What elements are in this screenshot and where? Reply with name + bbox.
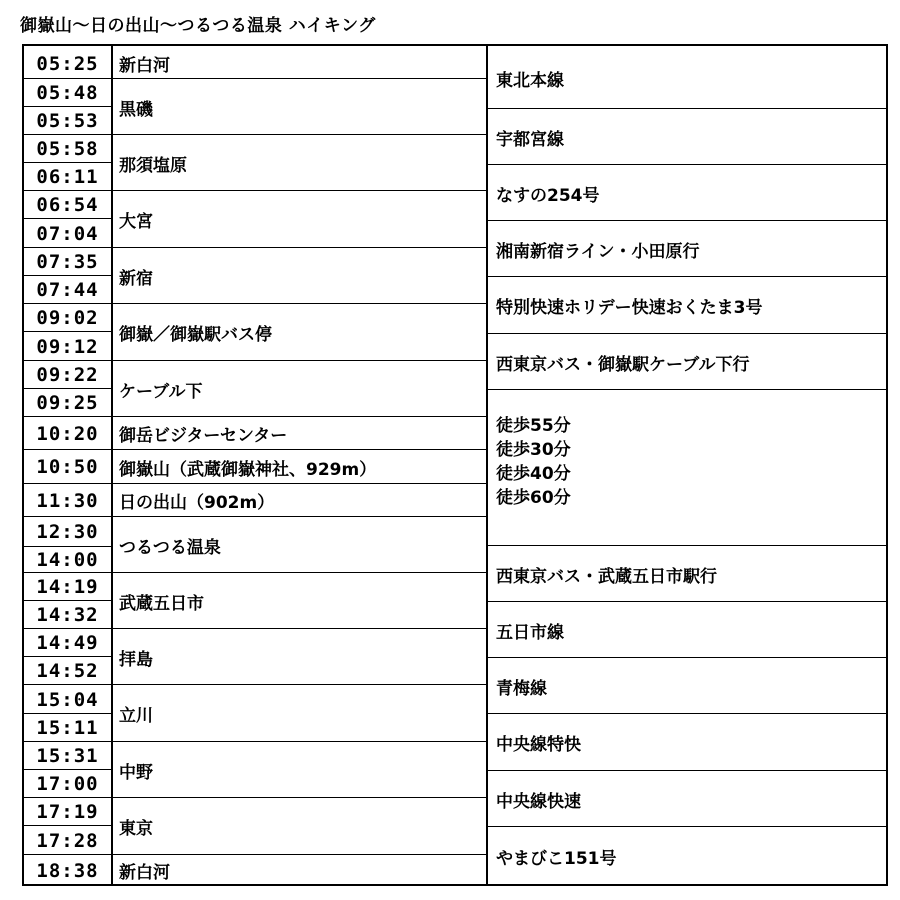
station-cell: 大宮 bbox=[119, 212, 153, 232]
row-divider bbox=[24, 854, 111, 855]
station-cell: 中野 bbox=[119, 762, 153, 783]
walk-duration: 徒歩40分 bbox=[496, 464, 571, 484]
route-cell: 中央線特快 bbox=[496, 735, 581, 755]
time-cell: 10:50 bbox=[36, 456, 99, 478]
time-cell: 15:11 bbox=[36, 717, 99, 739]
station-cell: 拝島 bbox=[119, 649, 153, 670]
row-divider bbox=[24, 134, 111, 135]
row-divider bbox=[113, 303, 486, 304]
walk-duration: 徒歩55分 bbox=[496, 416, 571, 436]
station-cell: 新宿 bbox=[119, 268, 153, 289]
route-cell: 東北本線 bbox=[496, 71, 564, 91]
walking-times-cell bbox=[488, 390, 886, 546]
row-divider bbox=[113, 449, 486, 450]
row-divider bbox=[24, 190, 111, 191]
row-divider bbox=[24, 247, 111, 248]
station-cell: 東京 bbox=[119, 819, 153, 839]
row-divider bbox=[24, 416, 111, 417]
route-cell: 五日市線 bbox=[496, 622, 564, 643]
station-cell: ケーブル下 bbox=[119, 381, 203, 402]
station-cell: 御岳ビジターセンター bbox=[119, 426, 288, 446]
row-divider bbox=[113, 741, 486, 742]
route-cell: 特別快速ホリデー快速おくたま3号 bbox=[496, 298, 763, 318]
row-divider bbox=[113, 483, 486, 484]
time-cell: 06:11 bbox=[36, 166, 99, 188]
time-cell: 07:44 bbox=[36, 279, 99, 301]
row-divider bbox=[24, 825, 111, 826]
row-divider bbox=[113, 572, 486, 573]
station-cell: 御嶽山（武蔵御嶽神社、929m） bbox=[119, 459, 377, 480]
row-divider bbox=[113, 247, 486, 248]
station-cell: つるつる温泉 bbox=[119, 537, 221, 558]
time-cell: 09:25 bbox=[36, 392, 99, 414]
row-divider bbox=[24, 600, 111, 601]
time-cell: 18:38 bbox=[36, 859, 99, 882]
time-cell: 05:58 bbox=[36, 138, 99, 160]
time-cell: 14:00 bbox=[36, 549, 99, 571]
row-divider bbox=[24, 741, 111, 742]
time-cell: 09:22 bbox=[36, 364, 99, 386]
time-cell: 10:20 bbox=[36, 422, 99, 445]
route-cell: なすの254号 bbox=[496, 185, 600, 206]
row-divider bbox=[113, 360, 486, 361]
row-divider bbox=[24, 546, 111, 547]
row-divider bbox=[113, 416, 486, 417]
walk-duration: 徒歩60分 bbox=[496, 488, 571, 508]
time-cell: 11:30 bbox=[36, 489, 99, 512]
row-divider bbox=[24, 797, 111, 798]
row-divider bbox=[24, 516, 111, 517]
row-divider bbox=[24, 162, 111, 163]
time-cell: 14:52 bbox=[36, 660, 99, 682]
time-cell: 15:04 bbox=[36, 688, 99, 711]
station-cell: 立川 bbox=[119, 706, 153, 726]
time-cell: 05:53 bbox=[36, 110, 99, 132]
row-divider bbox=[113, 854, 486, 855]
time-cell: 15:31 bbox=[36, 745, 99, 767]
station-cell: 日の出山（902m） bbox=[119, 493, 275, 513]
route-cell: 中央線快速 bbox=[496, 791, 581, 812]
time-cell: 05:48 bbox=[36, 82, 99, 104]
row-divider bbox=[113, 684, 486, 685]
row-divider bbox=[24, 572, 111, 573]
timetable bbox=[22, 44, 888, 886]
station-cell: 武蔵五日市 bbox=[119, 593, 204, 614]
walk-duration: 徒歩30分 bbox=[496, 440, 571, 460]
time-cell: 07:35 bbox=[36, 251, 99, 273]
row-divider bbox=[113, 134, 486, 135]
route-cell: 西東京バス・武蔵五日市駅行 bbox=[496, 566, 717, 587]
row-divider bbox=[24, 303, 111, 304]
time-cell: 14:19 bbox=[36, 576, 99, 598]
station-cell: 新白河 bbox=[119, 863, 170, 883]
row-divider bbox=[24, 106, 111, 107]
time-cell: 07:04 bbox=[36, 222, 99, 245]
time-cell: 06:54 bbox=[36, 194, 99, 216]
row-divider bbox=[24, 388, 111, 389]
row-divider bbox=[113, 78, 486, 79]
time-cell: 09:12 bbox=[36, 335, 99, 358]
station-cell: 御嶽／御嶽駅バス停 bbox=[119, 325, 272, 345]
row-divider bbox=[24, 769, 111, 770]
time-cell: 14:32 bbox=[36, 604, 99, 626]
row-divider bbox=[24, 684, 111, 685]
time-cell: 12:30 bbox=[36, 521, 99, 543]
row-divider bbox=[24, 628, 111, 629]
time-cell: 09:02 bbox=[36, 307, 99, 329]
row-divider bbox=[24, 331, 111, 332]
time-cell: 14:49 bbox=[36, 632, 99, 654]
station-cell: 那須塩原 bbox=[119, 155, 187, 176]
row-divider bbox=[113, 190, 486, 191]
row-divider bbox=[113, 516, 486, 517]
row-divider bbox=[113, 797, 486, 798]
row-divider bbox=[24, 449, 111, 450]
route-cell: 西東京バス・御嶽駅ケーブル下行 bbox=[496, 354, 750, 375]
page-title: 御嶽山〜日の出山〜つるつる温泉 ハイキング bbox=[20, 16, 376, 36]
route-cell: やまびこ151号 bbox=[496, 849, 617, 869]
route-cell: 宇都宮線 bbox=[496, 129, 564, 150]
row-divider bbox=[24, 713, 111, 714]
route-cell: 湘南新宿ライン・小田原行 bbox=[496, 241, 700, 262]
time-cell: 05:25 bbox=[36, 52, 99, 75]
route-cell: 青梅線 bbox=[496, 678, 547, 699]
row-divider bbox=[24, 656, 111, 657]
station-cell: 新白河 bbox=[119, 56, 170, 76]
time-cell: 17:19 bbox=[36, 801, 99, 823]
row-divider bbox=[24, 78, 111, 79]
row-divider bbox=[24, 360, 111, 361]
row-divider bbox=[24, 275, 111, 276]
time-cell: 17:00 bbox=[36, 773, 99, 795]
row-divider bbox=[24, 483, 111, 484]
row-divider bbox=[113, 628, 486, 629]
station-cell: 黒磯 bbox=[119, 99, 153, 120]
row-divider bbox=[24, 218, 111, 219]
time-cell: 17:28 bbox=[36, 829, 99, 852]
